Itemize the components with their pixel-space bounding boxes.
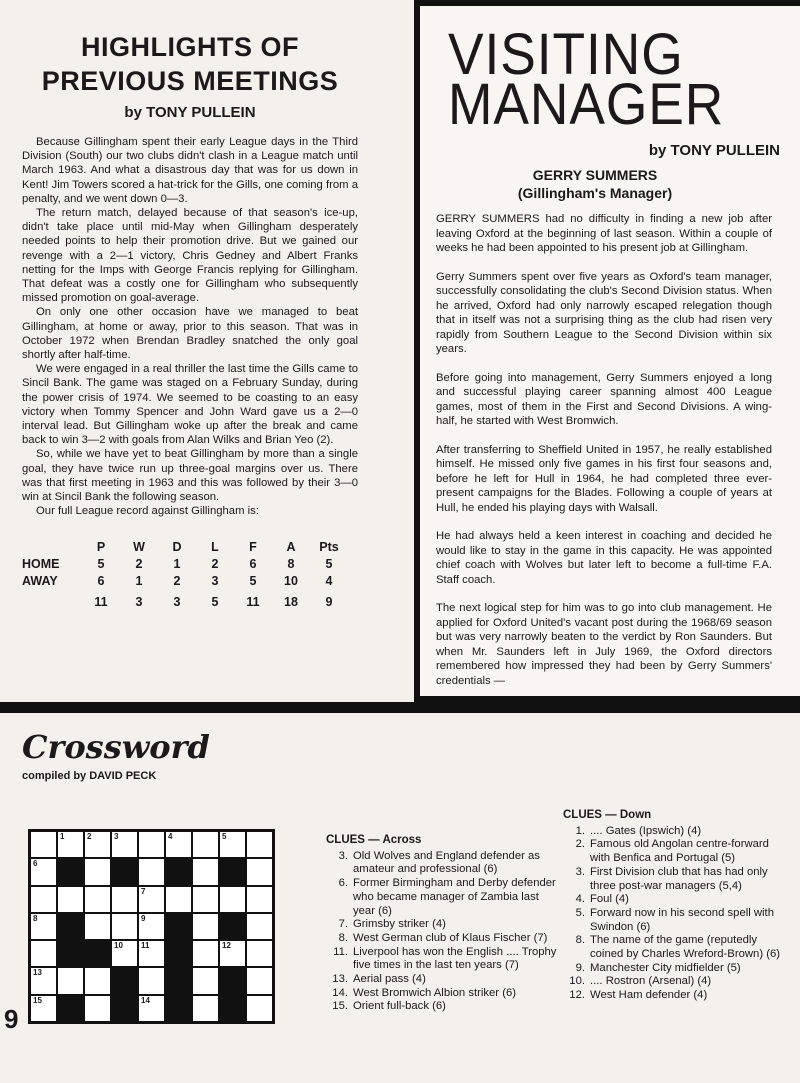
record-cell: 2 — [211, 556, 219, 571]
manager-subtitle — [420, 166, 770, 202]
record-cell: 5 — [249, 573, 257, 588]
clue-text: Aerial pass (4) — [353, 973, 426, 986]
manager-byline: by TONY PULLEIN — [648, 142, 780, 159]
highlights-paragraph: Our full League record against Gillingham is: — [36, 505, 259, 518]
grid-cell-black — [111, 995, 138, 1022]
clue-item — [326, 850, 558, 877]
clue-number: 4. — [575, 893, 585, 906]
clue-item — [563, 825, 783, 839]
grid-cell[interactable] — [57, 886, 84, 913]
clue-item — [563, 893, 783, 907]
manager-title-line1: VISITING — [448, 22, 684, 87]
grid-cell[interactable] — [111, 913, 138, 940]
clue-number: 10. — [569, 975, 585, 988]
clue-number: 3. — [575, 865, 585, 878]
record-cell: 11 — [246, 594, 260, 609]
clue-text: Liverpool has won the English .... Trophy five times in the last ten years (7) — [353, 945, 557, 972]
manager-paragraph: Before going into management, Gerry Summers enjoyed a long and successful playing career spanning almost 400 League games, most of them in the First and Second Divisions. A wing-half, he started with West Bromwich. — [436, 371, 772, 427]
grid-cell-black — [111, 967, 138, 994]
clue-number: 9. — [575, 961, 585, 974]
record-cell: 1 — [135, 573, 143, 588]
record-cell: 8 — [287, 556, 295, 571]
grid-cell[interactable] — [192, 995, 219, 1022]
clue-text: Grimsby striker (4) — [353, 918, 446, 931]
highlights-article — [22, 30, 358, 610]
grid-cell[interactable] — [84, 858, 111, 885]
grid-cell-black — [165, 995, 192, 1022]
record-cell: 2 — [135, 556, 143, 571]
grid-cell[interactable] — [138, 831, 165, 858]
grid-cell-black — [57, 913, 84, 940]
grid-clue-number: 1 — [60, 832, 65, 841]
clue-text: Orient full-back (6) — [353, 1000, 446, 1013]
clue-item — [326, 987, 558, 1001]
grid-cell-black — [219, 858, 246, 885]
grid-cell[interactable] — [30, 886, 57, 913]
record-cell: 6 — [97, 573, 105, 588]
record-cell: 3 — [173, 594, 181, 609]
clue-number: 7. — [338, 918, 348, 931]
clue-text: Former Birmingham and Derby defender who became manager of Zambia last year (6) — [353, 877, 556, 917]
manager-paragraph: After transferring to Sheffield United in 1957, he really established himself. He missed only five games in his first four seasons and, before he left for Hull in 1964, he had completed three ever-present campaigns for the Blades. Following a couple of years at Hull, he ended his playing days with Walsall. — [436, 443, 772, 514]
grid-clue-number: 2 — [87, 832, 92, 841]
grid-cell-black — [165, 913, 192, 940]
record-cell: 3 — [135, 594, 143, 609]
grid-cell[interactable] — [84, 886, 111, 913]
record-cell: 18 — [284, 594, 298, 609]
record-cell: 5 — [325, 556, 333, 571]
grid-cell[interactable] — [138, 886, 165, 913]
clue-number: 11. — [333, 945, 348, 958]
grid-cell[interactable] — [165, 886, 192, 913]
clue-number: 6. — [338, 877, 348, 890]
manager-article — [420, 6, 800, 696]
manager-paragraph: GERRY SUMMERS had no difficulty in finding a new job after leaving Oxford at the beginning of last season. Within a couple of weeks he had been appointed to his present job at Gillingham. — [436, 213, 772, 254]
record-total-row — [22, 593, 358, 610]
record-cell: 3 — [211, 573, 219, 588]
grid-cell-black — [57, 995, 84, 1022]
grid-cell-black — [219, 995, 246, 1022]
clue-number: 8. — [338, 931, 348, 944]
highlights-paragraph: Because Gillingham spent their early League days in the Third Division (South) our two clubs didn't clash in a League match until March 1963. And what a disastrous day that was for us down in Kent! Jim Towers scored a hat-trick for the Gills, one coming from a penalty, and we went down 0—3. — [22, 136, 358, 205]
manager-paragraph: He had always held a keen interest in coaching and decided he would like to stay in the game in this capacity. He was appointed chief coach with Wolves but later left to become a full-time F.A. Staff coach. — [436, 530, 772, 586]
grid-cell-black — [165, 940, 192, 967]
section-divider — [0, 702, 800, 713]
record-cell: 5 — [97, 556, 105, 571]
record-header: D — [172, 539, 182, 554]
clue-item — [326, 918, 558, 932]
manager-role: (Gillingham's Manager) — [517, 185, 673, 201]
manager-body — [436, 212, 772, 696]
highlights-byline: by TONY PULLEIN — [124, 104, 256, 121]
clue-item — [563, 838, 783, 865]
record-header: P — [96, 539, 106, 554]
record-cell: 1 — [173, 556, 181, 571]
crossword-title: Crossword — [22, 728, 210, 766]
clue-number: 12. — [569, 989, 585, 1002]
grid-cell[interactable] — [138, 913, 165, 940]
clue-text: Foul (4) — [590, 893, 629, 906]
grid-cell[interactable] — [246, 831, 273, 858]
manager-title-line2: MANAGER — [448, 72, 725, 137]
record-header: W — [133, 539, 145, 554]
record-header: A — [286, 539, 296, 554]
grid-clue-number: 15 — [33, 995, 42, 1005]
grid-cell[interactable] — [84, 995, 111, 1022]
record-cell: 4 — [325, 573, 333, 588]
clue-number: 13. — [332, 973, 348, 986]
manager-paragraph: The next logical step for him was to go into club management. He applied for Oxford United's vacant post during the 1968/69 season but was very narrowly beaten to the verdict by Ron Saunders. But when Mr. Saunders left in July 1969, the Oxford directors remembered how impressed they had been by Gerry Summers' credentials — — [436, 602, 772, 687]
clue-item — [563, 962, 783, 976]
grid-cell[interactable] — [30, 831, 57, 858]
clue-item — [326, 1000, 558, 1014]
grid-cell[interactable] — [57, 967, 84, 994]
grid-cell[interactable] — [192, 831, 219, 858]
clue-item — [563, 934, 783, 961]
grid-clue-number: 7 — [141, 886, 146, 896]
grid-cell[interactable] — [138, 858, 165, 885]
clue-number: 1. — [575, 824, 585, 837]
grid-cell-black — [165, 967, 192, 994]
record-cell: 2 — [173, 573, 181, 588]
grid-cell-black — [84, 940, 111, 967]
crossword-compiler: compiled by DAVID PECK — [22, 770, 157, 782]
grid-clue-number: 8 — [33, 913, 38, 923]
manager-paragraph: Gerry Summers spent over five years as Oxford's team manager, successfully consolidating the club's Second Division status. When he arrived, Oxford had only narrowly escaped relegation though that in itself was not a surprising thing as the club had risen very rapidly from Southern League to the Second Division within six years. — [436, 270, 772, 355]
grid-cell[interactable] — [165, 831, 192, 858]
grid-cell[interactable] — [138, 995, 165, 1022]
clues-down-heading: CLUES — Down — [563, 809, 652, 821]
clue-number: 8. — [575, 934, 585, 947]
grid-cell[interactable] — [30, 913, 57, 940]
grid-cell[interactable] — [192, 886, 219, 913]
grid-cell[interactable] — [246, 995, 273, 1022]
record-header: F — [249, 539, 257, 554]
grid-cell[interactable] — [192, 967, 219, 994]
clue-text: West Bromwich Albion striker (6) — [353, 986, 517, 999]
grid-cell[interactable] — [111, 831, 138, 858]
grid-cell-black — [219, 913, 246, 940]
grid-clue-number: 5 — [222, 832, 227, 841]
grid-cell[interactable] — [246, 913, 273, 940]
grid-cell[interactable] — [30, 995, 57, 1022]
clue-item — [326, 946, 558, 973]
clue-text: Manchester City midfielder (5) — [590, 961, 741, 974]
record-cell: 10 — [284, 573, 298, 588]
record-cell: 5 — [211, 594, 219, 609]
clue-text: West German club of Klaus Fischer (7) — [353, 931, 548, 944]
clue-item — [563, 989, 783, 1003]
league-record-table — [22, 538, 358, 610]
highlights-paragraph: So, while we have yet to beat Gillingham by more than a single goal, they have twice run up three-goal margins over us. There was that first meeting in 1963 and this was followed by their 3—0 win at Sincil Bank the following season. — [22, 448, 358, 504]
grid-cell-black — [57, 858, 84, 885]
record-cell: 11 — [94, 594, 108, 609]
clue-item — [563, 975, 783, 989]
clue-number: 5. — [575, 906, 585, 919]
clue-text: .... Gates (Ipswich) (4) — [590, 824, 702, 837]
page-number: 9 — [4, 1004, 19, 1034]
grid-cell[interactable] — [219, 831, 246, 858]
grid-cell[interactable] — [111, 886, 138, 913]
grid-cell-black — [165, 858, 192, 885]
grid-clue-number: 3 — [114, 832, 119, 841]
grid-cell[interactable] — [246, 858, 273, 885]
record-away-row — [22, 572, 358, 589]
clue-text: West Ham defender (4) — [590, 989, 708, 1002]
highlights-body — [22, 135, 358, 518]
record-cell: 9 — [325, 594, 333, 609]
clue-item — [326, 973, 558, 987]
grid-cell[interactable] — [192, 913, 219, 940]
grid-cell[interactable] — [138, 967, 165, 994]
manager-name: GERRY SUMMERS — [532, 167, 658, 183]
clues-down — [563, 809, 783, 1003]
clues-across-heading: CLUES — Across — [326, 834, 422, 846]
grid-clue-number: 9 — [141, 913, 146, 923]
record-cell: 6 — [249, 556, 257, 571]
clue-number: 3. — [338, 849, 348, 862]
manager-title — [448, 22, 725, 137]
grid-cell[interactable] — [246, 886, 273, 913]
record-home-row — [22, 555, 358, 572]
grid-cell[interactable] — [111, 940, 138, 967]
grid-cell-black — [111, 858, 138, 885]
clue-number: 2. — [575, 838, 585, 851]
grid-cell[interactable] — [219, 886, 246, 913]
record-header: L — [211, 539, 219, 554]
grid-cell[interactable] — [192, 940, 219, 967]
grid-cell[interactable] — [84, 967, 111, 994]
grid-cell[interactable] — [246, 967, 273, 994]
record-away-label: AWAY — [22, 573, 58, 588]
clue-text: .... Rostron (Arsenal) (4) — [590, 975, 712, 988]
clue-item — [326, 932, 558, 946]
grid-cell[interactable] — [246, 940, 273, 967]
highlights-paragraph: The return match, delayed because of that season's ice-up, didn't take place until mid-May when Gillingham desperately needed points to help their promotion drive. But we gained our revenge with a 2—1 victory, Chris Gedney and Albert Franks netting for the Imps with George Francis replying for Gillingham. That defeat was a costly one for Gillingham who subsequently missed promotion on goal-average. — [22, 207, 358, 305]
grid-clue-number: 6 — [33, 859, 38, 869]
clues-across — [326, 834, 558, 1014]
clue-number: 15. — [332, 1000, 348, 1013]
clue-text: Famous old Angolan centre-forward with Benfica and Portugal (5) — [590, 838, 769, 865]
grid-cell[interactable] — [84, 913, 111, 940]
grid-cell-black — [57, 940, 84, 967]
grid-clue-number: 11 — [141, 941, 150, 951]
grid-clue-number: 4 — [168, 832, 173, 841]
clue-text: The name of the game (reputedly coined by Charles Wreford-Brown) (6) — [590, 934, 781, 961]
grid-cell[interactable] — [30, 858, 57, 885]
grid-cell[interactable] — [30, 940, 57, 967]
grid-cell[interactable] — [57, 831, 84, 858]
clue-text: Old Wolves and England defender as amateur and professional (6) — [353, 849, 540, 876]
grid-clue-number: 10 — [114, 941, 123, 951]
grid-clue-number: 12 — [222, 941, 231, 951]
grid-cell[interactable] — [219, 940, 246, 967]
clue-text: Forward now in his second spell with Swindon (6) — [590, 906, 774, 933]
grid-cell[interactable] — [138, 940, 165, 967]
highlights-title-line2: PREVIOUS MEETINGS — [41, 66, 339, 96]
grid-cell-black — [219, 967, 246, 994]
clue-number: 14. — [332, 986, 348, 999]
clue-item — [563, 866, 783, 893]
grid-clue-number: 14 — [141, 995, 150, 1005]
record-header: Pts — [319, 539, 339, 554]
clue-text: First Division club that has had only three post-war managers (5,4) — [590, 865, 768, 892]
highlights-title-line1: HIGHLIGHTS OF — [81, 32, 299, 62]
clue-item — [563, 907, 783, 934]
grid-clue-number: 13 — [33, 968, 42, 978]
highlights-title — [22, 30, 358, 98]
record-header-row — [22, 538, 358, 555]
highlights-paragraph: We were engaged in a real thriller the last time the Gills came to Sincil Bank. The game was staged on a February Sunday, during the power crisis of 1974. We seemed to be coasting to an easy victory when Tommy Spencer and John Ward gave us a 2—0 interval lead. But Gillingham woke up after the break and came back to win 3—2 with goals from Alan Wilks and Brian Yeo (2). — [22, 363, 358, 447]
crossword-grid — [28, 829, 275, 1024]
record-home-label: HOME — [22, 556, 60, 571]
clue-item — [326, 877, 558, 918]
grid-cell[interactable] — [30, 967, 57, 994]
grid-cell[interactable] — [192, 858, 219, 885]
highlights-paragraph: On only one other occasion have we managed to beat Gillingham, at home or away, prior to this season. That was in October 1972 when Brendan Bradley snatched the only goal shortly after half-time. — [22, 306, 358, 362]
grid-cell[interactable] — [84, 831, 111, 858]
